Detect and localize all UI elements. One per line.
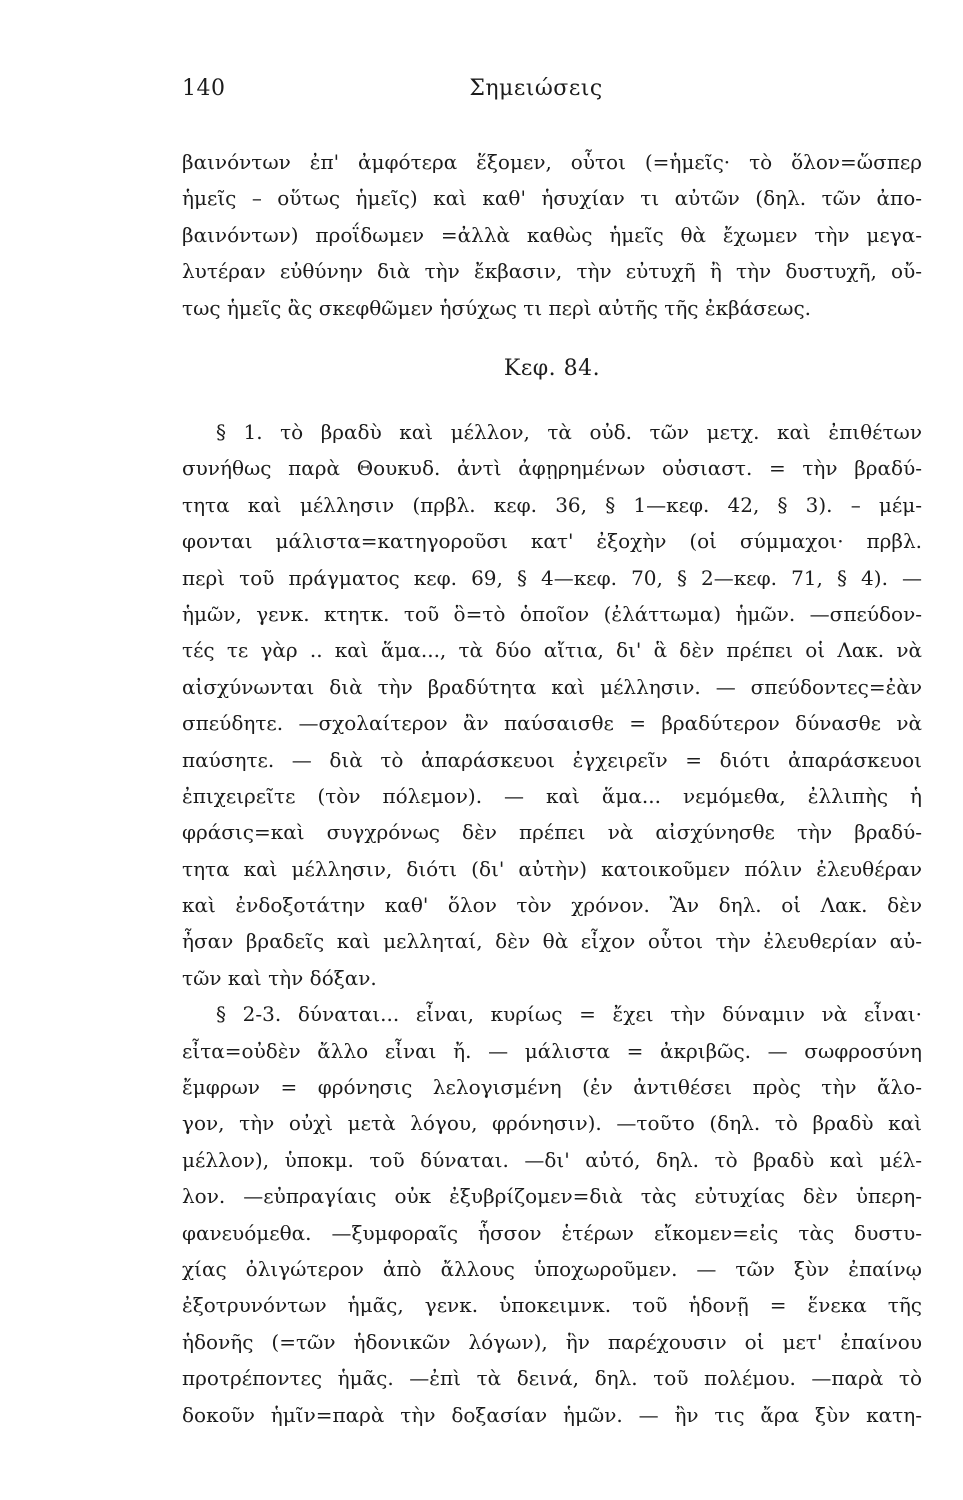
- text-line: τητα καὶ μέλλησιν (πρβλ. κεφ. 36, § 1—κεφ. 42, § 3). – μέμ-: [182, 492, 922, 517]
- text-line: χίας ὀλιγώτερον ἀπὸ ἄλλους ὑποχωροῦμεν. — τῶν ξὺν ἐπαίνῳ: [182, 1256, 922, 1281]
- text-line: περὶ τοῦ πράγματος κεφ. 69, § 4—κεφ. 70, § 2—κεφ. 71, § 4). —: [182, 565, 922, 590]
- text-line: § 2-3. δύναται... εἶναι, κυρίως = ἔχει τὴν δύναμιν νὰ εἶναι·: [216, 1002, 922, 1027]
- running-head: [150, 76, 922, 110]
- text-line: ἦσαν βραδεῖς καὶ μελληταί, δὲν θὰ εἶχον οὗτοι τὴν ἐλευθερίαν αὐ-: [182, 929, 922, 954]
- text-line: σπεύδητε. —σχολαίτερον ἂν παύσαισθε = βραδύτερον δύνασθε νὰ: [182, 711, 922, 736]
- text-line: βαινόντων) προΐδωμεν =ἀλλὰ καθὼς ἡμεῖς θὰ ἔχωμεν τὴν μεγα-: [182, 222, 922, 247]
- page-number: 140: [182, 76, 226, 101]
- text-line: τως ἡμεῖς ἂς σκεφθῶμεν ἡσύχως τι περὶ αὐτῆς τῆς ἐκβάσεως.: [182, 295, 812, 320]
- text-line: ἐξοτρυνόντων ἡμᾶς, γενκ. ὑποκειμνκ. τοῦ ἡδονῇ = ἕνεκα τῆς: [182, 1293, 922, 1318]
- text-line: λυτέραν εὐθύνην διὰ τὴν ἔκβασιν, τὴν εὐτυχῆ ἢ τὴν δυστυχῆ, οὔ-: [182, 259, 922, 284]
- text-line: μέλλον), ὑποκμ. τοῦ δύναται. —δι' αὐτό, δηλ. τὸ βραδὺ καὶ μέλ-: [182, 1147, 922, 1172]
- text-line: ἡμεῖς – οὕτως ἡμεῖς) καὶ καθ' ἡσυχίαν τι αὐτῶν (δηλ. τῶν ἀπο-: [182, 186, 922, 211]
- text-line: ἔμφρων = φρόνησις λελογισμένη (ἐν ἀντιθέσει πρὸς τὴν ἄλο-: [182, 1075, 922, 1100]
- text-line: τητα καὶ μέλλησιν, διότι (δι' αὐτὴν) κατοικοῦμεν πόλιν ἐλευθέραν: [182, 856, 922, 881]
- text-line: καὶ ἐνδοξοτάτην καθ' ὅλον τὸν χρόνον. Ἂν δηλ. οἱ Λακ. δὲν: [182, 893, 922, 918]
- chapter-heading: Κεφ. 84.: [503, 356, 601, 381]
- text-line: § 1. τὸ βραδὺ καὶ μέλλον, τὰ οὐδ. τῶν μετχ. καὶ ἐπιθέτων: [216, 420, 922, 444]
- text-line: γον, τὴν οὐχὶ μετὰ λόγου, φρόνησιν). —τοῦτο (δηλ. τὸ βραδὺ καὶ: [182, 1111, 922, 1136]
- text-line: φράσις=καὶ συγχρόνως δὲν πρέπει νὰ αἰσχύνησθε τὴν βραδύ-: [182, 820, 922, 845]
- text-line: τῶν καὶ τὴν δόξαν.: [182, 965, 377, 990]
- text-line: αἰσχύνωνται διὰ τὴν βραδύτητα καὶ μέλλησιν. — σπεύδοντες=ἐὰν: [182, 674, 922, 699]
- text-line: εἶτα=οὐδὲν ἄλλο εἶναι ἤ. — μάλιστα = ἀκριβῶς. — σωφροσύνη: [182, 1038, 922, 1063]
- chapter-notes: [182, 414, 922, 1433]
- text-line: προτρέποντες ἡμᾶς. —ἐπὶ τὰ δεινά, δηλ. τοῦ πολέμου. —παρὰ τὸ: [182, 1366, 922, 1391]
- text-line: συνήθως παρὰ Θουκυδ. ἀντὶ ἀφῃρημένων οὐσιαστ. = τὴν βραδύ-: [182, 456, 922, 481]
- text-line: φανευόμεθα. —ξυμφοραῖς ἧσσον ἑτέρων εἴκομεν=εἰς τὰς δυστυ-: [182, 1220, 922, 1245]
- text-line: ἡμῶν, γενκ. κτητκ. τοῦ ὃ=τὸ ὁποῖον (ἐλάττωμα) ἡμῶν. —σπεύδον-: [182, 601, 922, 626]
- text-line: δοκοῦν ἡμῖν=παρὰ τὴν δοξασίαν ἡμῶν. — ἢν τις ἄρα ξὺν κατη-: [182, 1402, 922, 1427]
- text-line: ἡδονῆς (=τῶν ἡδονικῶν λόγων), ἣν παρέχουσιν οἱ μετ' ἐπαίνου: [182, 1329, 922, 1354]
- text-line: φονται μάλιστα=κατηγοροῦσι κατ' ἐξοχὴν (οἱ σύμμαχοι· πρβλ.: [182, 529, 922, 554]
- text-line: τές τε γὰρ .. καὶ ἅμα..., τὰ δύο αἴτια, δι' ἃ δὲν πρέπει οἱ Λακ. νὰ: [182, 638, 922, 663]
- running-title: Σημειώσεις: [469, 76, 603, 101]
- text-line: παύσητε. — διὰ τὸ ἀπαράσκευοι ἐγχειρεῖν = διότι ἀπαράσκευοι: [182, 747, 922, 772]
- text-line: βαινόντων ἐπ' ἀμφότερα ἕξομεν, οὗτοι (=ἡμεῖς· τὸ ὅλον=ὥσπερ: [182, 150, 922, 174]
- text-line: ἐπιχειρεῖτε (τὸν πόλεμον). — καὶ ἅμα... νεμόμεθα, ἐλλιπὴς ἡ: [182, 783, 922, 808]
- intro-paragraph: [182, 144, 922, 326]
- text-line: λον. —εὐπραγίαις οὐκ ἐξυβρίζομεν=διὰ τὰς εὐτυχίας δὲν ὑπερη-: [182, 1184, 922, 1209]
